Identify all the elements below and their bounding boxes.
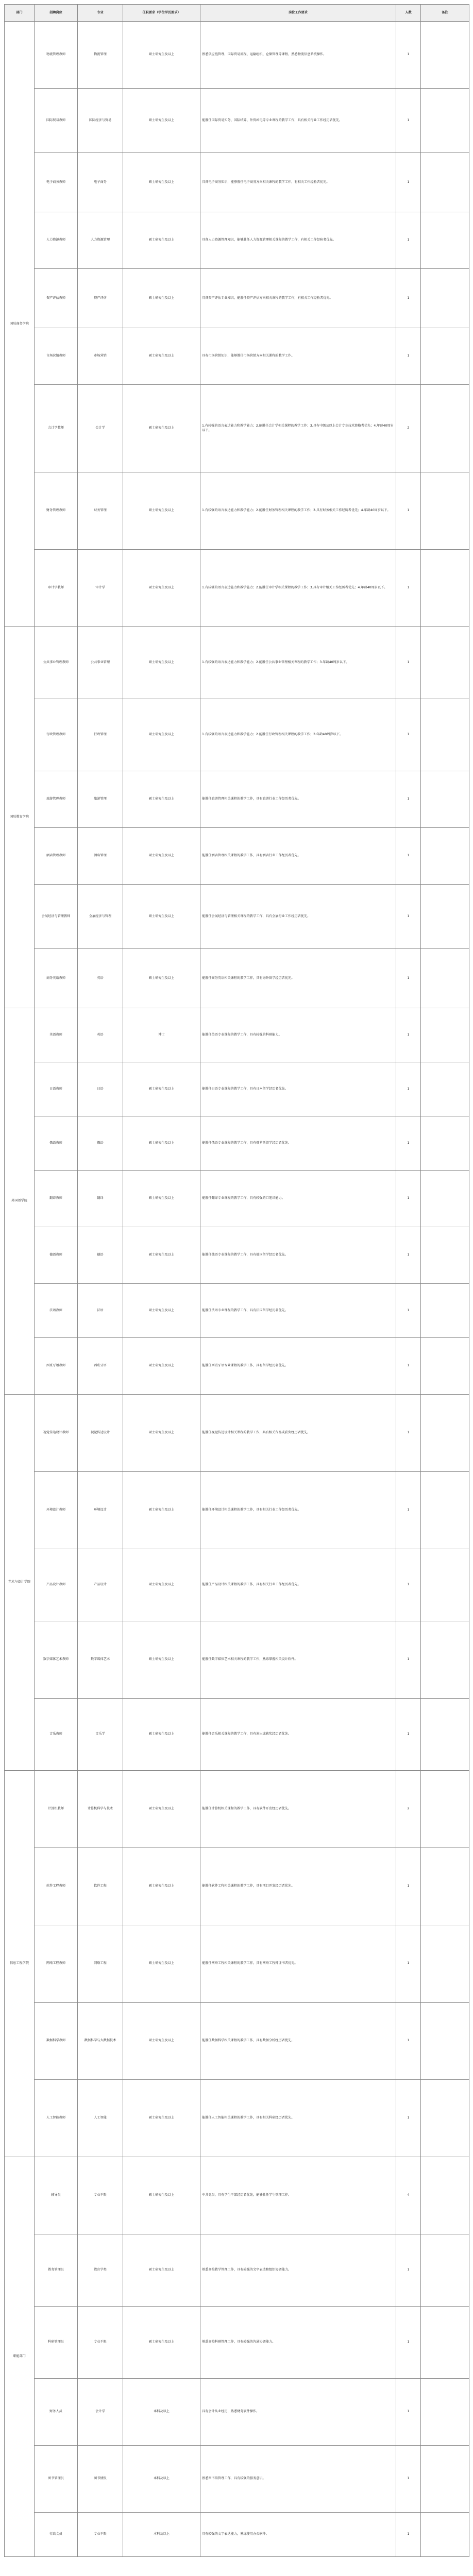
- post-cell: 俄语教师: [35, 1116, 78, 1171]
- table-row: [5, 2307, 469, 2379]
- major-cell: 旅游管理: [78, 771, 123, 828]
- post-cell: 电子商务教师: [35, 153, 78, 212]
- post-cell: 行政文员: [35, 2513, 78, 2557]
- num-cell: 1: [396, 2003, 421, 2080]
- table-row: [5, 1472, 469, 1549]
- edu-cell: 硕士研究生及以上: [123, 1848, 200, 1925]
- edu-cell: 硕士研究生及以上: [123, 1171, 200, 1227]
- note-cell: [421, 1227, 469, 1284]
- post-cell: 产品设计教师: [35, 1549, 78, 1621]
- req-cell: 能胜任国际贸易实务、国际结算、外贸函电等专业课程的教学工作，具有相关行业工作经历者优先。: [200, 89, 396, 153]
- major-cell: 视觉传达设计: [78, 1395, 123, 1472]
- post-cell: 日语教师: [35, 1062, 78, 1116]
- major-cell: 财务管理: [78, 472, 123, 550]
- table-row: [5, 153, 469, 212]
- post-cell: 翻译教师: [35, 1171, 78, 1227]
- note-cell: [421, 885, 469, 949]
- table-row: [5, 2379, 469, 2446]
- major-cell: 日语: [78, 1062, 123, 1116]
- note-cell: [421, 472, 469, 550]
- note-cell: [421, 627, 469, 699]
- major-cell: 会展经济与管理: [78, 885, 123, 949]
- note-cell: [421, 2003, 469, 2080]
- req-cell: 能胜任俄语专业课程的教学工作，具有俄罗斯留学经历者优先。: [200, 1116, 396, 1171]
- num-cell: 1: [396, 212, 421, 269]
- header-dept: 部门: [5, 5, 35, 22]
- note-cell: [421, 699, 469, 771]
- dept-cell: 信息工程学院: [5, 1771, 35, 2157]
- major-cell: 人力资源管理: [78, 212, 123, 269]
- req-cell: 具有较强的文字表达能力，熟练使用办公软件。: [200, 2513, 396, 2557]
- major-cell: 会计学: [78, 2379, 123, 2446]
- major-cell: 图书情报: [78, 2446, 123, 2513]
- req-cell: 具备电子商务知识，能够胜任电子商务方向相关课程的教学工作，有相关工作经验者优先。: [200, 153, 396, 212]
- edu-cell: 硕士研究生及以上: [123, 550, 200, 627]
- table-row: [5, 1284, 469, 1338]
- req-cell: 具有市场营销知识，能够胜任市场营销方向相关课程的教学工作。: [200, 328, 396, 385]
- post-cell: 网络工程教师: [35, 1925, 78, 2003]
- num-cell: 1: [396, 472, 421, 550]
- note-cell: [421, 1925, 469, 2003]
- req-cell: 能胜任产品设计相关课程的教学工作，具有相关行业工作经历者优先。: [200, 1549, 396, 1621]
- post-cell: 会展经济与管理教师: [35, 885, 78, 949]
- post-cell: 公共事业管理教师: [35, 627, 78, 699]
- dept-cell: 艺术与设计学院: [5, 1395, 35, 1771]
- major-cell: 英语: [78, 949, 123, 1008]
- table-row: [5, 699, 469, 771]
- num-cell: 1: [396, 1227, 421, 1284]
- table-row: [5, 828, 469, 885]
- post-cell: 财务管理教师: [35, 472, 78, 550]
- post-cell: 市场营销教师: [35, 328, 78, 385]
- edu-cell: 硕士研究生及以上: [123, 828, 200, 885]
- note-cell: [421, 2157, 469, 2234]
- edu-cell: 硕士研究生及以上: [123, 472, 200, 550]
- num-cell: 1: [396, 2513, 421, 2557]
- note-cell: [421, 89, 469, 153]
- post-cell: 国际贸易教师: [35, 89, 78, 153]
- major-cell: 物流管理: [78, 22, 123, 89]
- table-row: [5, 2513, 469, 2557]
- table-row: [5, 1549, 469, 1621]
- edu-cell: 硕士研究生及以上: [123, 949, 200, 1008]
- post-cell: 酒店管理教师: [35, 828, 78, 885]
- num-cell: 1: [396, 269, 421, 328]
- major-cell: 专业不限: [78, 2307, 123, 2379]
- num-cell: 2: [396, 385, 421, 472]
- num-cell: 1: [396, 1008, 421, 1062]
- num-cell: 1: [396, 2446, 421, 2513]
- post-cell: 物流管理教师: [35, 22, 78, 89]
- num-cell: 1: [396, 2234, 421, 2307]
- post-cell: 行政管理教师: [35, 699, 78, 771]
- req-cell: 能胜任翻译专业课程的教学工作，具有较强的口笔译能力。: [200, 1171, 396, 1227]
- note-cell: [421, 2379, 469, 2446]
- num-cell: 1: [396, 1472, 421, 1549]
- major-cell: 人工智能: [78, 2080, 123, 2157]
- edu-cell: 硕士研究生及以上: [123, 1472, 200, 1549]
- post-cell: 审计学教师: [35, 550, 78, 627]
- recruitment-table: [4, 4, 469, 2557]
- note-cell: [421, 2513, 469, 2557]
- num-cell: 1: [396, 1338, 421, 1395]
- num-cell: 1: [396, 1699, 421, 1771]
- req-cell: 能胜任视觉传达设计相关课程的教学工作，具有相关作品或获奖经历者优先。: [200, 1395, 396, 1472]
- edu-cell: 硕士研究生及以上: [123, 1621, 200, 1699]
- note-cell: [421, 1171, 469, 1227]
- note-cell: [421, 828, 469, 885]
- table-row: [5, 89, 469, 153]
- edu-cell: 硕士研究生及以上: [123, 699, 200, 771]
- note-cell: [421, 385, 469, 472]
- post-cell: 教务管理员: [35, 2234, 78, 2307]
- req-cell: 1.有较强的语言表达能力和教学能力；2.能胜任行政管理相关课程的教学工作；3.年龄40周岁以下。: [200, 699, 396, 771]
- req-cell: 中共党员，具有学生干部经历者优先，能够胜任学生管理工作。: [200, 2157, 396, 2234]
- table-row: [5, 1227, 469, 1284]
- req-cell: 熟悉高校教学管理工作，具有较强的文字表达和组织协调能力。: [200, 2234, 396, 2307]
- num-cell: 1: [396, 2379, 421, 2446]
- major-cell: 会计学: [78, 385, 123, 472]
- edu-cell: 硕士研究生及以上: [123, 1771, 200, 1848]
- note-cell: [421, 1395, 469, 1472]
- major-cell: 环境设计: [78, 1472, 123, 1549]
- table-body: [5, 22, 469, 2557]
- req-cell: 能胜任旅游管理相关课程的教学工作，具有旅游行业工作经历者优先。: [200, 771, 396, 828]
- table-row: [5, 1771, 469, 1848]
- edu-cell: 硕士研究生及以上: [123, 1116, 200, 1171]
- num-cell: 1: [396, 1284, 421, 1338]
- table-row: [5, 627, 469, 699]
- major-cell: 教育学类: [78, 2234, 123, 2307]
- major-cell: 音乐学: [78, 1699, 123, 1771]
- note-cell: [421, 1338, 469, 1395]
- note-cell: [421, 2307, 469, 2379]
- edu-cell: 硕士研究生及以上: [123, 2003, 200, 2080]
- note-cell: [421, 1549, 469, 1621]
- note-cell: [421, 269, 469, 328]
- post-cell: 音乐教师: [35, 1699, 78, 1771]
- major-cell: 网络工程: [78, 1925, 123, 2003]
- major-cell: 西班牙语: [78, 1338, 123, 1395]
- edu-cell: 硕士研究生及以上: [123, 2307, 200, 2379]
- major-cell: 法语: [78, 1284, 123, 1338]
- note-cell: [421, 1472, 469, 1549]
- num-cell: 2: [396, 1771, 421, 1848]
- major-cell: 电子商务: [78, 153, 123, 212]
- table-row: [5, 1171, 469, 1227]
- note-cell: [421, 328, 469, 385]
- table-row: [5, 2157, 469, 2234]
- major-cell: 审计学: [78, 550, 123, 627]
- edu-cell: 硕士研究生及以上: [123, 1227, 200, 1284]
- note-cell: [421, 771, 469, 828]
- major-cell: 国际经济与贸易: [78, 89, 123, 153]
- edu-cell: 本科及以上: [123, 2446, 200, 2513]
- table-row: [5, 2234, 469, 2307]
- num-cell: 1: [396, 1621, 421, 1699]
- post-cell: 软件工程教师: [35, 1848, 78, 1925]
- note-cell: [421, 1284, 469, 1338]
- num-cell: 1: [396, 1171, 421, 1227]
- num-cell: 1: [396, 699, 421, 771]
- num-cell: 1: [396, 1549, 421, 1621]
- table-row: [5, 328, 469, 385]
- header-major: 专业: [78, 5, 123, 22]
- req-cell: 熟悉高校科研管理工作，具有较强的沟通协调能力。: [200, 2307, 396, 2379]
- table-row: [5, 2080, 469, 2157]
- num-cell: 1: [396, 2307, 421, 2379]
- note-cell: [421, 1062, 469, 1116]
- req-cell: 1.有较强的语言表达能力和教学能力；2.能胜任公共事业管理相关课程的教学工作；3.年龄40周岁以下。: [200, 627, 396, 699]
- num-cell: 1: [396, 1925, 421, 2003]
- major-cell: 专业不限: [78, 2157, 123, 2234]
- num-cell: 1: [396, 828, 421, 885]
- major-cell: 数字媒体艺术: [78, 1621, 123, 1699]
- post-cell: 西班牙语教师: [35, 1338, 78, 1395]
- num-cell: 1: [396, 771, 421, 828]
- table-row: [5, 1116, 469, 1171]
- num-cell: 1: [396, 1395, 421, 1472]
- edu-cell: 硕士研究生及以上: [123, 627, 200, 699]
- num-cell: 1: [396, 885, 421, 949]
- req-cell: 能胜任会展经济与管理相关课程的教学工作，具有会展行业工作经历者优先。: [200, 885, 396, 949]
- post-cell: 商务英语教师: [35, 949, 78, 1008]
- table-row: [5, 22, 469, 89]
- header-num: 人数: [396, 5, 421, 22]
- num-cell: 1: [396, 328, 421, 385]
- num-cell: 4: [396, 2157, 421, 2234]
- post-cell: 资产评估教师: [35, 269, 78, 328]
- req-cell: 能胜任商务英语相关课程的教学工作，具有海外留学经历者优先。: [200, 949, 396, 1008]
- major-cell: 英语: [78, 1008, 123, 1062]
- req-cell: 能胜任英语专业课程的教学工作，具有较强的科研能力。: [200, 1008, 396, 1062]
- table-header: [5, 5, 469, 22]
- req-cell: 能胜任人工智能相关课程的教学工作，具有相关科研经历者优先。: [200, 2080, 396, 2157]
- req-cell: 1.有较强的语言表达能力和教学能力；2.能胜任财务管理相关课程的教学工作；3.具有财务相关工作经历者优先；4.年龄40周岁以下。: [200, 472, 396, 550]
- edu-cell: 硕士研究生及以上: [123, 153, 200, 212]
- post-cell: 辅导员: [35, 2157, 78, 2234]
- major-cell: 公共事业管理: [78, 627, 123, 699]
- dept-cell: 职能部门: [5, 2157, 35, 2557]
- post-cell: 环境设计教师: [35, 1472, 78, 1549]
- recruitment-sheet: [4, 4, 469, 2557]
- header-req: 岗位工作要求: [200, 5, 396, 22]
- edu-cell: 硕士研究生及以上: [123, 22, 200, 89]
- major-cell: 计算机科学与技术: [78, 1771, 123, 1848]
- req-cell: 能胜任酒店管理相关课程的教学工作，具有酒店行业工作经历者优先。: [200, 828, 396, 885]
- note-cell: [421, 550, 469, 627]
- major-cell: 资产评估: [78, 269, 123, 328]
- note-cell: [421, 1699, 469, 1771]
- table-row: [5, 1338, 469, 1395]
- edu-cell: 硕士研究生及以上: [123, 2234, 200, 2307]
- post-cell: 法语教师: [35, 1284, 78, 1338]
- edu-cell: 硕士研究生及以上: [123, 1338, 200, 1395]
- req-cell: 能胜任西班牙语专业课程的教学工作，具有留学经历者优先。: [200, 1338, 396, 1395]
- note-cell: [421, 212, 469, 269]
- table-row: [5, 550, 469, 627]
- num-cell: 1: [396, 1848, 421, 1925]
- table-row: [5, 212, 469, 269]
- note-cell: [421, 1621, 469, 1699]
- post-cell: 计算机教师: [35, 1771, 78, 1848]
- post-cell: 数据科学教师: [35, 2003, 78, 2080]
- table-row: [5, 771, 469, 828]
- num-cell: 1: [396, 550, 421, 627]
- table-row: [5, 1699, 469, 1771]
- req-cell: 熟悉供应链管理、国际贸易流程、运输组织、仓储管理等课程，熟悉物流信息系统操作。: [200, 22, 396, 89]
- post-cell: 人力资源教师: [35, 212, 78, 269]
- req-cell: 能胜任环境设计相关课程的教学工作，具有相关行业工作经历者优先。: [200, 1472, 396, 1549]
- major-cell: 市场营销: [78, 328, 123, 385]
- num-cell: 1: [396, 22, 421, 89]
- num-cell: 1: [396, 949, 421, 1008]
- edu-cell: 硕士研究生及以上: [123, 89, 200, 153]
- edu-cell: 硕士研究生及以上: [123, 2157, 200, 2234]
- num-cell: 1: [396, 1116, 421, 1171]
- req-cell: 能胜任数字媒体艺术相关课程的教学工作，熟练掌握相关设计软件。: [200, 1621, 396, 1699]
- note-cell: [421, 2234, 469, 2307]
- post-cell: 英语教师: [35, 1008, 78, 1062]
- edu-cell: 硕士研究生及以上: [123, 1925, 200, 2003]
- edu-cell: 硕士研究生及以上: [123, 1549, 200, 1621]
- major-cell: 德语: [78, 1227, 123, 1284]
- note-cell: [421, 153, 469, 212]
- req-cell: 具备资产评估专业知识，能胜任资产评估方向相关课程的教学工作，有相关工作经验者优先。: [200, 269, 396, 328]
- req-cell: 具备人力资源管理知识，能够胜任人力资源管理相关课程的教学工作，有相关工作经验者优先。: [200, 212, 396, 269]
- note-cell: [421, 22, 469, 89]
- req-cell: 能胜任数据科学相关课程的教学工作，具有数据分析经历者优先。: [200, 2003, 396, 2080]
- note-cell: [421, 1008, 469, 1062]
- edu-cell: 硕士研究生及以上: [123, 269, 200, 328]
- major-cell: 专业不限: [78, 2513, 123, 2557]
- edu-cell: 硕士研究生及以上: [123, 771, 200, 828]
- edu-cell: 硕士研究生及以上: [123, 328, 200, 385]
- table-row: [5, 949, 469, 1008]
- req-cell: 能胜任音乐相关课程的教学工作，具有演出或获奖经历者优先。: [200, 1699, 396, 1771]
- note-cell: [421, 949, 469, 1008]
- table-row: [5, 2446, 469, 2513]
- req-cell: 能胜任日语专业课程的教学工作，具有日本留学经历者优先。: [200, 1062, 396, 1116]
- edu-cell: 本科及以上: [123, 2513, 200, 2557]
- num-cell: 1: [396, 89, 421, 153]
- table-row: [5, 1848, 469, 1925]
- edu-cell: 硕士研究生及以上: [123, 212, 200, 269]
- post-cell: 科研管理员: [35, 2307, 78, 2379]
- major-cell: 软件工程: [78, 1848, 123, 1925]
- edu-cell: 本科及以上: [123, 2379, 200, 2446]
- major-cell: 数据科学与大数据技术: [78, 2003, 123, 2080]
- major-cell: 行政管理: [78, 699, 123, 771]
- note-cell: [421, 1116, 469, 1171]
- header-edu: 任职要求（学位学历要求）: [123, 5, 200, 22]
- post-cell: 旅游管理教师: [35, 771, 78, 828]
- post-cell: 财务人员: [35, 2379, 78, 2446]
- req-cell: 具有会计从业经历，熟悉财务软件操作。: [200, 2379, 396, 2446]
- table-row: [5, 2003, 469, 2080]
- table-row: [5, 1621, 469, 1699]
- major-cell: 俄语: [78, 1116, 123, 1171]
- major-cell: 翻译: [78, 1171, 123, 1227]
- note-cell: [421, 2446, 469, 2513]
- table-row: [5, 269, 469, 328]
- num-cell: 1: [396, 1062, 421, 1116]
- header-post: 招聘岗位: [35, 5, 78, 22]
- req-cell: 1.有较强的语言表达能力和教学能力；2.能胜任会计学相关课程的教学工作；3.具有中级及以上会计专业技术资格者优先；4.年龄40周岁以下。: [200, 385, 396, 472]
- edu-cell: 硕士研究生及以上: [123, 1062, 200, 1116]
- edu-cell: 硕士研究生及以上: [123, 1395, 200, 1472]
- table-row: [5, 1062, 469, 1116]
- edu-cell: 博士: [123, 1008, 200, 1062]
- note-cell: [421, 1771, 469, 1848]
- header-note: 备注: [421, 5, 469, 22]
- dept-cell: 国际教育学院: [5, 627, 35, 1008]
- num-cell: 1: [396, 153, 421, 212]
- note-cell: [421, 2080, 469, 2157]
- table-row: [5, 472, 469, 550]
- note-cell: [421, 1848, 469, 1925]
- table-row: [5, 385, 469, 472]
- post-cell: 图书管理员: [35, 2446, 78, 2513]
- post-cell: 数字媒体艺术教师: [35, 1621, 78, 1699]
- major-cell: 产品设计: [78, 1549, 123, 1621]
- edu-cell: 硕士研究生及以上: [123, 1699, 200, 1771]
- table-row: [5, 1008, 469, 1062]
- edu-cell: 硕士研究生及以上: [123, 2080, 200, 2157]
- dept-cell: 外国语学院: [5, 1008, 35, 1395]
- table-row: [5, 1395, 469, 1472]
- req-cell: 能胜任德语专业课程的教学工作，具有德国留学经历者优先。: [200, 1227, 396, 1284]
- post-cell: 会计学教师: [35, 385, 78, 472]
- post-cell: 视觉传达设计教师: [35, 1395, 78, 1472]
- edu-cell: 硕士研究生及以上: [123, 385, 200, 472]
- num-cell: 1: [396, 627, 421, 699]
- post-cell: 德语教师: [35, 1227, 78, 1284]
- req-cell: 熟悉图书馆管理工作，具有较强的服务意识。: [200, 2446, 396, 2513]
- edu-cell: 硕士研究生及以上: [123, 1284, 200, 1338]
- table-row: [5, 885, 469, 949]
- edu-cell: 硕士研究生及以上: [123, 885, 200, 949]
- req-cell: 能胜任网络工程相关课程的教学工作，具有网络工程师证书者优先。: [200, 1925, 396, 2003]
- req-cell: 能胜任计算机相关课程的教学工作，具有软件开发经历者优先。: [200, 1771, 396, 1848]
- post-cell: 人工智能教师: [35, 2080, 78, 2157]
- table-row: [5, 1925, 469, 2003]
- req-cell: 能胜任法语专业课程的教学工作，具有法国留学经历者优先。: [200, 1284, 396, 1338]
- req-cell: 能胜任软件工程相关课程的教学工作，具有项目开发经历者优先。: [200, 1848, 396, 1925]
- dept-cell: 国际商务学院: [5, 22, 35, 627]
- num-cell: 1: [396, 2080, 421, 2157]
- major-cell: 酒店管理: [78, 828, 123, 885]
- req-cell: 1.有较强的语言表达能力和教学能力；2.能胜任审计学相关课程的教学工作；3.具有审计相关工作经历者优先；4.年龄40周岁以下。: [200, 550, 396, 627]
